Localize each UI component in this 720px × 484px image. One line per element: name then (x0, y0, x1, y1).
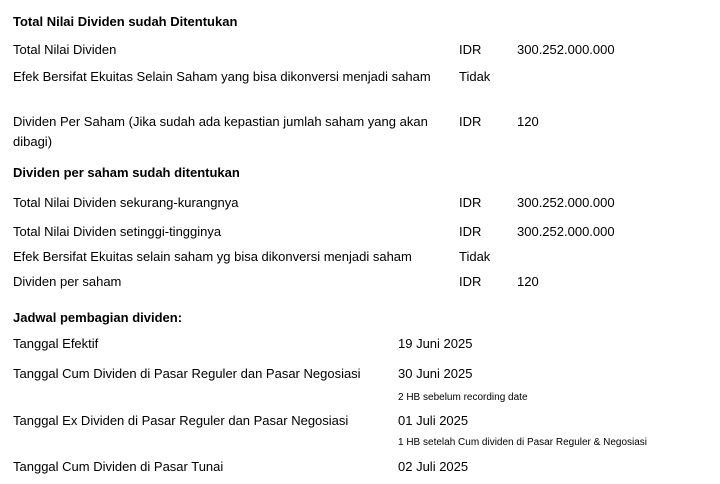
row-value: 300.252.000.000 (517, 42, 615, 57)
table-row (13, 67, 710, 87)
row-label: Efek Bersifat Ekuitas Selain Saham yang bisa dikonversi menjadi saham (13, 69, 431, 84)
table-row (13, 193, 710, 213)
section-total-nilai-dividen (13, 12, 710, 152)
section-heading: Jadwal pembagian dividen: (13, 310, 183, 325)
row-label: Tanggal Cum Dividen di Pasar Tunai (13, 459, 224, 474)
row-date: 02 Juli 2025 (398, 459, 469, 474)
row-label: Total Nilai Dividen setinggi-tingginya (13, 224, 222, 239)
row-footnote: 2 HB sebelum recording date (398, 392, 528, 403)
row-value: 300.252.000.000 (517, 224, 615, 239)
row-date: 30 Juni 2025 (398, 366, 473, 381)
row-label: Dividen Per Saham (Jika sudah ada kepastian jumlah saham yang akan dibagi) (13, 114, 428, 149)
table-row (13, 364, 710, 384)
row-currency: IDR (459, 224, 482, 239)
table-row (13, 247, 710, 267)
row-label: Tanggal Cum Dividen di Pasar Reguler dan Pasar Negosiasi (13, 366, 361, 381)
row-label: Total Nilai Dividen (13, 42, 117, 57)
table-row (13, 411, 710, 431)
row-label: Tanggal Ex Dividen di Pasar Reguler dan Pasar Negosiasi (13, 413, 349, 428)
row-value: 120 (517, 114, 539, 129)
row-label: Dividen per saham (13, 274, 122, 289)
section-heading: Total Nilai Dividen sudah Ditentukan (13, 14, 238, 29)
table-row (13, 457, 710, 477)
table-row (13, 334, 710, 354)
row-label: Efek Bersifat Ekuitas selain saham yg bisa dikonversi menjadi saham (13, 249, 412, 264)
row-currency: IDR (459, 114, 482, 129)
row-answer: Tidak (459, 69, 491, 84)
row-footnote: 1 HB setelah Cum dividen di Pasar Reguler & Negosiasi (398, 437, 648, 448)
row-currency: IDR (459, 195, 482, 210)
section-jadwal-pembagian-dividen (13, 308, 710, 477)
row-value: 120 (517, 274, 539, 289)
table-row (13, 272, 710, 292)
row-label: Tanggal Efektif (13, 336, 99, 351)
table-row (13, 40, 710, 60)
table-row (13, 112, 710, 152)
row-value: 300.252.000.000 (517, 195, 615, 210)
section-dividen-per-saham (13, 163, 710, 292)
row-date: 19 Juni 2025 (398, 336, 473, 351)
section-heading: Dividen per saham sudah ditentukan (13, 165, 240, 180)
row-currency: IDR (459, 274, 482, 289)
row-answer: Tidak (459, 249, 491, 264)
row-currency: IDR (459, 42, 482, 57)
row-label: Total Nilai Dividen sekurang-kurangnya (13, 195, 239, 210)
row-date: 01 Juli 2025 (398, 413, 469, 428)
table-row (13, 222, 710, 242)
